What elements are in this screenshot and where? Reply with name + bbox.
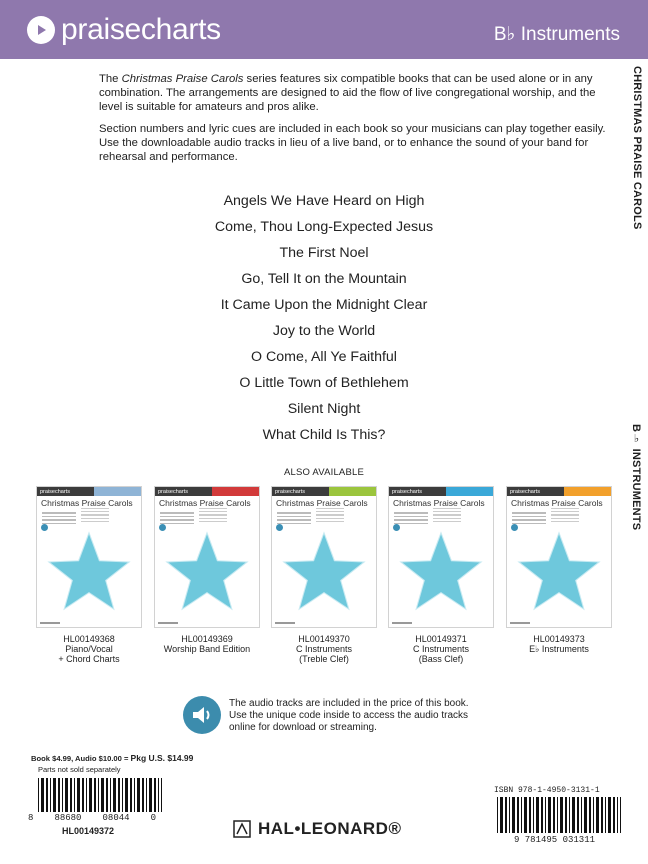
- book-code: HL00149370: [298, 634, 350, 644]
- book-cover: [154, 486, 260, 628]
- book-item: [154, 486, 260, 654]
- publisher-name: HAL•LEONARD®: [258, 819, 402, 838]
- book-item: [36, 486, 142, 664]
- barcode-bar: [557, 797, 558, 833]
- barcode-bar: [533, 797, 534, 833]
- song-title: O Come, All Ye Faithful: [251, 349, 397, 365]
- barcode-bar: [106, 778, 108, 812]
- spine-edition-title: B♭ INSTRUMENTS: [630, 424, 642, 531]
- package-price: Pkg U.S. $14.99: [130, 753, 194, 763]
- barcode-bar: [545, 797, 546, 833]
- song-title: What Child Is This?: [262, 427, 386, 443]
- song-title: Go, Tell It on the Mountain: [241, 271, 407, 287]
- book-cover: [506, 486, 612, 628]
- song-title: Joy to the World: [272, 323, 376, 339]
- book-edition-detail: (Treble Clef): [299, 654, 349, 664]
- cover-brand: praisecharts: [275, 488, 305, 495]
- barcode-bar: [613, 797, 615, 833]
- cover-brand: praisecharts: [392, 488, 422, 495]
- song-title: Angels We Have Heard on High: [223, 193, 425, 209]
- audio-badge-icon: [393, 524, 400, 531]
- barcode-bar: [137, 778, 140, 812]
- barcode-bar: [77, 778, 80, 812]
- play-icon: [27, 16, 55, 44]
- upc-digit-group: 88680: [54, 813, 82, 823]
- barcode-bar: [605, 797, 606, 833]
- publisher-mark-icon: [232, 819, 252, 839]
- song-title: Silent Night: [287, 401, 361, 417]
- speaker-icon: [183, 696, 221, 734]
- barcode-bar: [154, 778, 156, 812]
- star-icon: [515, 531, 603, 619]
- cover-title: Christmas Praise Carols: [276, 498, 368, 508]
- cover-edition-label: [446, 487, 493, 496]
- also-available-heading: ALSO AVAILABLE: [283, 467, 365, 478]
- barcode-bar: [620, 797, 621, 833]
- song-title: Come, Thou Long-Expected Jesus: [214, 219, 434, 235]
- praisecharts-logo: [27, 15, 221, 45]
- book-code: HL00149369: [181, 634, 233, 644]
- book-edition-detail: + Chord Charts: [58, 654, 120, 664]
- barcode-bar: [524, 797, 527, 833]
- book-cover: [271, 486, 377, 628]
- book-edition: C Instruments: [412, 644, 470, 654]
- song-title: O Little Town of Bethlehem: [239, 375, 409, 391]
- book-edition-detail: (Bass Clef): [418, 654, 464, 664]
- cover-title: Christmas Praise Carols: [393, 498, 485, 508]
- book-item: [506, 486, 612, 654]
- book-cover: [36, 486, 142, 628]
- barcode-bar: [617, 797, 618, 833]
- audio-badge-icon: [41, 524, 48, 531]
- barcode-bar: [46, 778, 48, 812]
- barcode-bar: [517, 797, 519, 833]
- star-icon: [280, 531, 368, 619]
- intro-paragraph: [99, 72, 607, 114]
- barcode-bar: [521, 797, 522, 833]
- intro-text: The: [99, 73, 122, 85]
- upc-digits: [28, 813, 156, 823]
- barcode-bar: [98, 778, 99, 812]
- upc-barcode: [38, 778, 162, 812]
- barcode-bar: [94, 778, 96, 812]
- cover-title: Christmas Praise Carols: [511, 498, 603, 508]
- audio-badge-icon: [276, 524, 283, 531]
- barcode-bar: [58, 778, 60, 812]
- barcode-bar: [86, 778, 87, 812]
- book-edition: Worship Band Edition: [163, 644, 251, 654]
- barcode-bar: [596, 797, 599, 833]
- cover-edition-label: [329, 487, 376, 496]
- barcode-bar: [608, 797, 611, 833]
- barcode-bar: [529, 797, 531, 833]
- book-edition: C Instruments: [295, 644, 353, 654]
- series-name: Christmas Praise Carols: [121, 73, 244, 85]
- isbn-barcode: [497, 797, 621, 833]
- barcode-bar: [82, 778, 84, 812]
- barcode-bar: [581, 797, 582, 833]
- book-item: [271, 486, 377, 664]
- barcode-bar: [577, 797, 579, 833]
- upc-digit-group: 0: [150, 813, 156, 823]
- barcode-bar: [593, 797, 594, 833]
- barcode-bar: [509, 797, 510, 833]
- barcode-bar: [505, 797, 507, 833]
- barcode-bar: [584, 797, 587, 833]
- barcode-bar: [589, 797, 591, 833]
- cover-brand: praisecharts: [40, 488, 70, 495]
- song-list: [90, 191, 558, 451]
- barcode-bar: [130, 778, 132, 812]
- barcode-bar: [101, 778, 104, 812]
- product-code: HL00149372: [62, 826, 115, 836]
- barcode-bar: [122, 778, 123, 812]
- barcode-bar: [548, 797, 551, 833]
- barcode-bar: [541, 797, 543, 833]
- barcode-bar: [74, 778, 75, 812]
- barcode-bar: [146, 778, 147, 812]
- price-breakdown: Book $4.99, Audio $10.00 =: [31, 754, 131, 763]
- cover-brand: praisecharts: [510, 488, 540, 495]
- star-icon: [163, 531, 251, 619]
- audio-note: The audio tracks are included in the price of this book. Use the unique code inside to access the audio tracks online for download or streaming.: [229, 698, 469, 733]
- star-icon: [45, 531, 133, 619]
- barcode-bar: [134, 778, 135, 812]
- barcode-bar: [601, 797, 603, 833]
- barcode-bar: [161, 778, 162, 812]
- intro-text: series features six compatible books that can be used alone or in any combination. The arrangements are designed to aid the flow of live congregational worship, and the level is suitable for amateurs and pros alike.: [99, 73, 596, 113]
- barcode-bar: [497, 797, 498, 833]
- intro-paragraph-2: Section numbers and lyric cues are included in each book so your musicians can play together easily. Use the downloadable audio tracks in lieu of a live band, or to enhance the sound of your band for rehearsal and performance.: [99, 123, 606, 163]
- barcode-bar: [512, 797, 515, 833]
- cover-title: Christmas Praise Carols: [41, 498, 133, 508]
- barcode-bar: [125, 778, 128, 812]
- spine-series-title: CHRISTMAS PRAISE CAROLS: [631, 66, 643, 230]
- book-edition: E♭ Instruments: [529, 644, 589, 654]
- audio-badge-icon: [511, 524, 518, 531]
- upc-digit-group: 8: [28, 813, 34, 823]
- upc-digit-group: 08044: [102, 813, 130, 823]
- book-cover: [388, 486, 494, 628]
- barcode-bar: [110, 778, 111, 812]
- barcode-bar: [553, 797, 555, 833]
- book-item: [388, 486, 494, 664]
- audio-badge-icon: [159, 524, 166, 531]
- barcode-bar: [89, 778, 92, 812]
- barcode-bar: [149, 778, 152, 812]
- barcode-bar: [536, 797, 539, 833]
- barcode-bar: [142, 778, 144, 812]
- barcode-bar: [62, 778, 63, 812]
- book-code: HL00149373: [533, 634, 585, 644]
- barcode-bar: [565, 797, 567, 833]
- barcode-bar: [560, 797, 563, 833]
- book-code: HL00149371: [415, 634, 467, 644]
- header-banner: [0, 0, 648, 59]
- barcode-bar: [113, 778, 116, 812]
- book-code: HL00149368: [63, 634, 115, 644]
- song-title: The First Noel: [279, 245, 369, 261]
- isbn-label: ISBN 978-1-4950-3131-1: [494, 786, 600, 795]
- barcode-bar: [53, 778, 56, 812]
- barcode-bar: [572, 797, 575, 833]
- barcode-bar: [41, 778, 44, 812]
- barcode-bar: [500, 797, 503, 833]
- hal-leonard-logo: [232, 819, 401, 839]
- barcode-bar: [118, 778, 120, 812]
- cover-title: Christmas Praise Carols: [159, 498, 251, 508]
- edition-title: B♭ Instruments: [493, 24, 620, 45]
- price-line: [31, 753, 193, 763]
- barcode-bar: [50, 778, 51, 812]
- star-icon: [397, 531, 485, 619]
- isbn-digits: 9 781495 031311: [513, 835, 595, 845]
- barcode-bar: [65, 778, 68, 812]
- cover-brand: praisecharts: [158, 488, 188, 495]
- cover-edition-label: [94, 487, 141, 496]
- cover-edition-label: [564, 487, 611, 496]
- parts-note: Parts not sold separately: [38, 765, 121, 774]
- barcode-bar: [569, 797, 570, 833]
- cover-edition-label: [212, 487, 259, 496]
- song-title: It Came Upon the Midnight Clear: [220, 297, 428, 313]
- barcode-bar: [38, 778, 39, 812]
- barcode-bar: [70, 778, 72, 812]
- brand-name: praisecharts: [61, 13, 221, 46]
- book-edition: Piano/Vocal: [65, 644, 113, 654]
- barcode-bar: [158, 778, 159, 812]
